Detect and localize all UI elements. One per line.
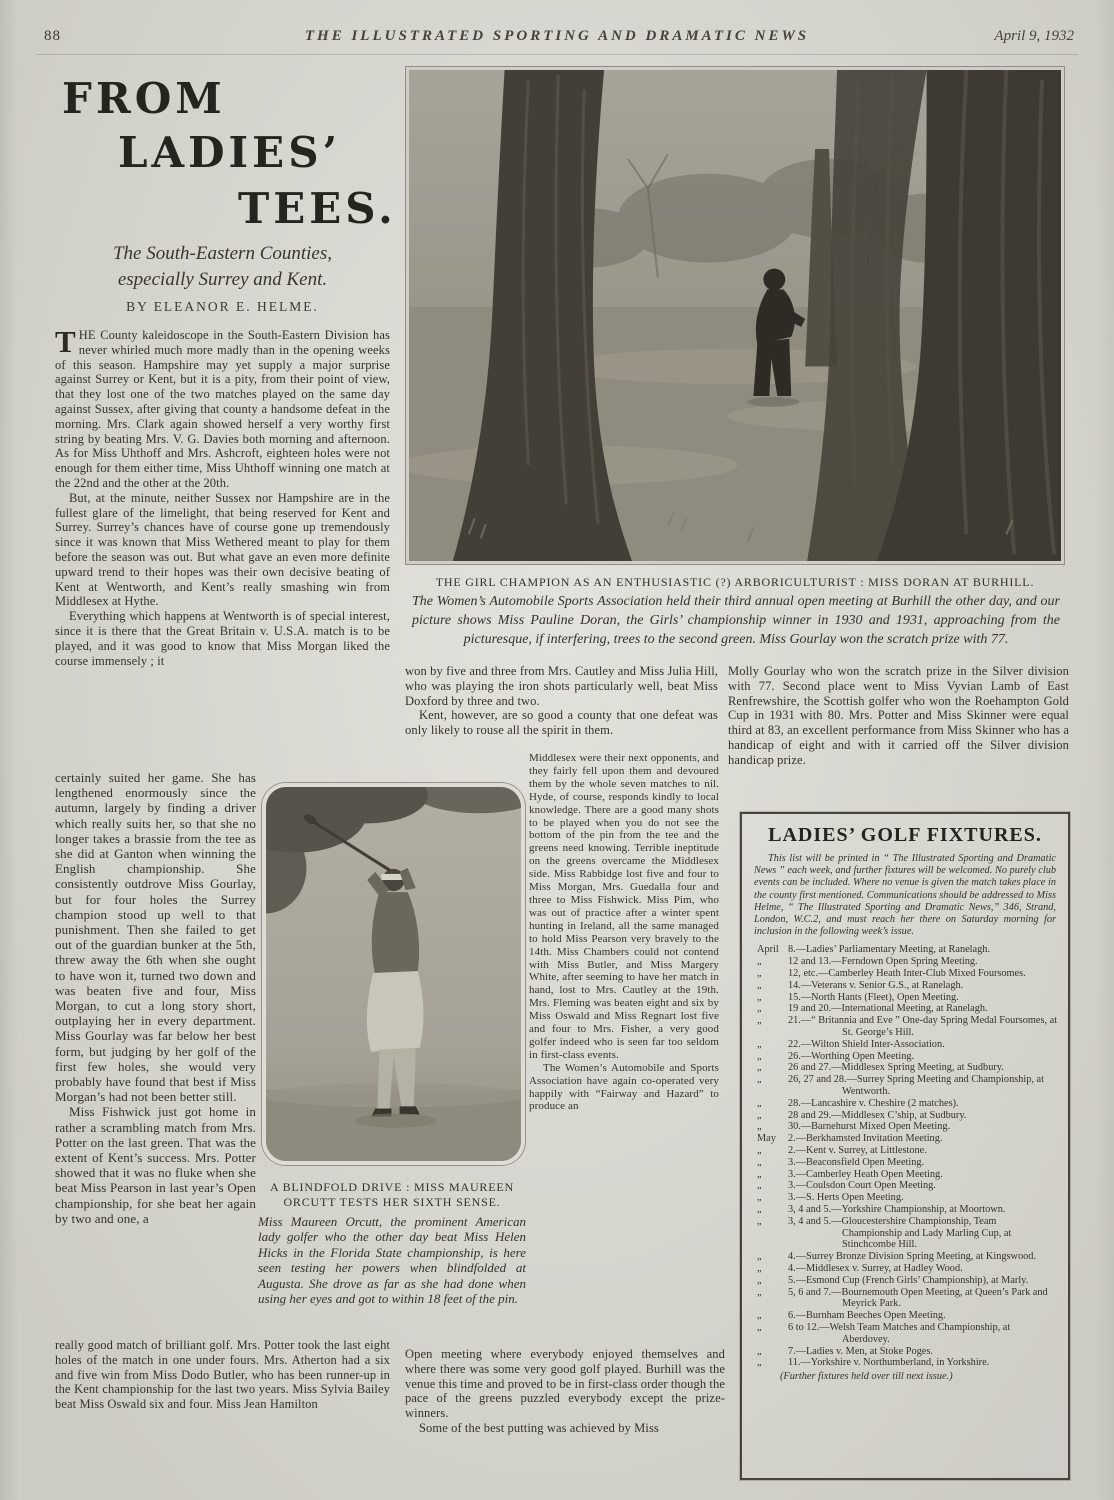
fixture-text: 5, 6 and 7.—Bournemouth Open Meeting, at Queen’s Park and Meyrick Park. — [788, 1286, 1048, 1310]
fixture-text: 12, etc.—Camberley Heath Inter-Club Mixed Foursomes. — [788, 968, 1026, 980]
fixture-month: April — [757, 944, 779, 956]
fixture-text: 6.—Burnham Beeches Open Meeting. — [788, 1310, 946, 1322]
fixture-item — [752, 980, 1058, 992]
fixture-month: „ — [757, 1156, 762, 1168]
issue-date: April 9, 1932 — [994, 28, 1074, 44]
fixture-text: 22.—Wilton Shield Inter-Association. — [788, 1038, 945, 1050]
fixture-text: 11.—Yorkshire v. Northumberland, in Yorkshire. — [788, 1357, 990, 1369]
fixture-item — [752, 1169, 1058, 1181]
fixtures-footnote: (Further fixtures held over till next issue.) — [780, 1371, 953, 1383]
top-photo-caption-body: The Women’s Automobile Sports Association held their third annual open meeting at Burhill the other day, and our picture shows Miss Pauline Doran, the Girls’ championship winner in 1930 and 1931, approaching from the picturesque, if interfering, trees to the second green. Miss Gourlay won the scratch prize with 77. — [412, 594, 1060, 647]
headline-line-2: LADIES’ — [118, 128, 342, 177]
fixture-month: „ — [757, 1144, 762, 1156]
fixture-item — [752, 1110, 1058, 1122]
blindfold-caption-title — [256, 1180, 528, 1210]
fixture-item — [752, 1015, 1058, 1039]
fixture-text: 2.—Berkhamsted Invitation Meeting. — [788, 1133, 943, 1145]
article-byline: BY ELEANOR E. HELME. — [126, 299, 319, 314]
fixture-month: „ — [757, 1274, 762, 1286]
fixture-item — [752, 956, 1058, 968]
fixture-month: „ — [757, 1015, 762, 1027]
article-paragraph: Kent, however, are so good a county that one defeat was only likely to rouse all the spirit in them. — [405, 708, 718, 738]
header-rule — [36, 54, 1078, 55]
fixture-text: 2.—Kent v. Surrey, at Littlestone. — [788, 1144, 927, 1156]
fixture-month: „ — [757, 1321, 762, 1333]
column1-bottom-text-block — [55, 1338, 390, 1488]
fixture-month: „ — [757, 1097, 762, 1109]
fixture-item — [752, 968, 1058, 980]
fixture-text: 30.—Barnehurst Mixed Open Meeting. — [788, 1121, 951, 1133]
fixture-text: 4.—Middlesex v. Surrey, at Hadley Wood. — [788, 1262, 963, 1274]
fixture-month: „ — [757, 1074, 762, 1086]
fixture-month: „ — [757, 1345, 762, 1357]
fixture-item — [752, 1322, 1058, 1346]
tree-photo-illustration — [409, 70, 1061, 561]
blindfold-caption-body: Miss Maureen Orcutt, the prominent American lady golfer who the other day beat Miss Helen Hicks in the Florida State championship, is here seen testing her powers when blindfolded at Augusta. She drove as far as she had done when using her eyes and got to within 18 feet of the pin. — [258, 1214, 526, 1307]
fixture-text: 28.—Lancashire v. Cheshire (2 matches). — [788, 1097, 959, 1109]
fixture-month: „ — [757, 1121, 762, 1133]
fixture-item — [752, 1145, 1058, 1157]
fixture-month: „ — [757, 1262, 762, 1274]
fixture-text: 26.—Worthing Open Meeting. — [788, 1050, 915, 1062]
article-paragraph: won by five and three from Mrs. Cautley and Miss Julia Hill, who was playing the iron shots particularly well, beat Miss Doxford by three and two. — [405, 664, 718, 708]
fixture-item — [752, 1051, 1058, 1063]
headline-line-3: TEES. — [238, 184, 397, 233]
article-paragraph: But, at the minute, neither Sussex nor Hampshire are in the fullest glare of the limelight, that being reserved for Kent and Surrey. Surrey’s chances have of course gone up tremendously since it was known that Miss Wethered meant to play for them before the season was out. But what gave an even more definite upward trend to their hopes was their own decisive beating of Kent at Wentworth, and Kent’s really smashing win from Middlesex at Hythe. — [55, 490, 390, 609]
fixture-item — [752, 1133, 1058, 1145]
fixture-item — [752, 1263, 1058, 1275]
fixtures-intro-text: This list will be printed in “ The Illustrated Sporting and Dramatic News ” each week, and further fixtures will be welcomed. No purely club events can be included. Where no venue is given the match takes place in the county first mentioned. Communications should be addressed to Miss Helme, “ The Illustrated Sporting and Dramatic News,” 346, Strand, London, W.C.2, and must reach her there on Saturday morning for inclusion in the following week’s issue. — [754, 853, 1056, 938]
fixture-month: „ — [757, 968, 762, 980]
fixtures-title: LADIES’ GOLF FIXTURES. — [768, 824, 1042, 846]
fixture-text: 12 and 13.—Ferndown Open Spring Meeting. — [788, 956, 978, 968]
fixture-month: „ — [757, 991, 762, 1003]
headline-line-1: FROM — [62, 74, 226, 123]
fixture-text: 4.—Surrey Bronze Division Spring Meeting, at Kingswood. — [788, 1251, 1036, 1263]
fixture-text: 21.—“ Britannia and Eve ” One-day Spring Medal Foursomes, at St. George’s Hill. — [788, 1015, 1058, 1038]
column2-narrow-text-block — [529, 752, 719, 1346]
photo-blindfold-drive — [262, 783, 525, 1165]
fixture-item — [752, 1192, 1058, 1204]
article-paragraph: Everything which happens at Wentworth is of special interest, since it is there that the Great Britain v. U.S.A. match is to be played, and it was good to know that Miss Morgan liked the course immensely ; it — [55, 609, 390, 668]
photo-miss-doran-trees — [405, 66, 1065, 565]
fixture-item — [752, 944, 1058, 956]
fixture-item — [752, 1310, 1058, 1322]
fixture-item — [752, 1251, 1058, 1263]
fixture-month: „ — [757, 956, 762, 968]
page-number: 88 — [44, 28, 61, 44]
fixture-month: „ — [757, 1286, 762, 1298]
article-paragraph: The Women’s Automobile and Sports Association have again co-operated very happily with “Fairway and Hazard” to produce an — [529, 1061, 719, 1113]
column2-bottom-text-block — [405, 1347, 725, 1489]
fixture-month: „ — [757, 1203, 762, 1215]
fixture-text: 26 and 27.—Middlesex Spring Meeting, at Sudbury. — [788, 1062, 1004, 1074]
fixture-item — [752, 1204, 1058, 1216]
fixture-text: 26, 27 and 28.—Surrey Spring Meeting and Championship, at Wentworth. — [788, 1074, 1044, 1097]
article-paragraph: certainly suited her game. She has lengthened enormously since the autumn, largely by finding a driver which really suits her, so that she no longer takes a brassie from the tee as she did at Ganton when winning the English championship. She consistently outdrove Miss Gourlay, but for four holes the Surrey champion stood up well to that punishment. Then she failed to get out of the guardian bunker at the 5th, threw away the 6th when she ought to have won it, turned two down and was beaten five and four, Miss Morgan, to cut a long story short, outplaying her in every department. Miss Gourlay was far below her best form, but judging by her golf of the first few holes, she would very probably have found that best if Miss Morgan’s had not been better still. — [55, 770, 256, 1105]
fixture-item — [752, 1003, 1058, 1015]
fixture-item — [752, 1180, 1058, 1192]
fixture-month: May — [757, 1133, 776, 1145]
fixture-text: 6 to 12.—Welsh Team Matches and Championship, at Aberdovey. — [788, 1321, 1011, 1345]
fixture-text: 19 and 20.—International Meeting, at Ranelagh. — [788, 1003, 988, 1015]
blindfold-caption-title-line2: ORCUTT TESTS HER SIXTH SENSE. — [283, 1195, 501, 1209]
fixture-item — [752, 1287, 1058, 1311]
fixtures-box — [740, 812, 1070, 1480]
fixture-text: 28 and 29.—Middlesex C’ship, at Sudbury. — [788, 1109, 967, 1121]
column3-text-block — [728, 664, 1069, 810]
fixture-month: „ — [757, 1038, 762, 1050]
fixture-text: 8.—Ladies’ Parliamentary Meeting, at Ranelagh. — [788, 944, 990, 956]
fixture-text: 14.—Veterans v. Senior G.S., at Ranelagh. — [788, 979, 964, 991]
fixture-item — [752, 1275, 1058, 1287]
article-paragraph: THE County kaleidoscope in the South-Eastern Division has never whirled much more madly than in the opening weeks of this season. Hampshire may yet supply a major surprise against Surrey or Kent, but it is a pity, from their point of view, that they lost one of the two matches played on the same day against Sussex, after giving that county a handsome defeat in the morning. Mrs. Clark again showed herself a very worthy first string by beating Mrs. V. G. Davies both morning and afternoon. As for Miss Uhthoff and Mrs. Ashcroft, eighteen holes were not enough for them either time, Miss Uhthoff winning one match at the 22nd and the other at the 20th. — [55, 328, 390, 490]
fixture-item — [752, 1062, 1058, 1074]
fixture-month: „ — [757, 1050, 762, 1062]
fixture-month: „ — [757, 1109, 762, 1121]
article-paragraph: Miss Fishwick just got home in rather a scrambling match from Mrs. Potter on the last green. That was the extent of Kent’s success. Mrs. Potter showed that it was no fluke when she beat Miss Pearson in last year’s Open championship, for she beat her again by two and one, a — [55, 1104, 256, 1226]
article-paragraph: Open meeting where everybody enjoyed themselves and where there was some very good golf played. Burhill was the venue this time and proved to be in first-class order though the pace of the greens puzzled everybody except the prize-winners. — [405, 1347, 725, 1421]
fixture-month: „ — [757, 979, 762, 991]
fixture-item — [752, 1098, 1058, 1110]
fixture-item — [752, 1157, 1058, 1169]
fixture-month: „ — [757, 1310, 762, 1322]
fixture-item — [752, 1121, 1058, 1133]
fixture-month: „ — [757, 1251, 762, 1263]
fixture-month: „ — [757, 1192, 762, 1204]
article-subtitle-line-1: The South-Eastern Counties, — [112, 243, 333, 264]
fixture-item — [752, 992, 1058, 1004]
blindfold-photo-illustration — [266, 787, 521, 1161]
fixture-text: 3, 4 and 5.—Gloucestershire Championship, Team Championship and Lady Marling Cup, at Stinchcombe Hill. — [788, 1215, 1012, 1251]
article-paragraph: Some of the best putting was achieved by Miss — [419, 1420, 659, 1435]
fixture-month: „ — [757, 1168, 762, 1180]
fixture-month: „ — [757, 1062, 762, 1074]
fixture-text: 3.—Coulsdon Court Open Meeting. — [788, 1180, 936, 1192]
blindfold-caption-title-line1: A BLINDFOLD DRIVE : MISS MAUREEN — [270, 1180, 514, 1194]
top-photo-caption-title: THE GIRL CHAMPION AS AN ENTHUSIASTIC (?) ARBORICULTURIST : MISS DORAN AT BURHILL. — [435, 575, 1035, 589]
article-paragraph: Molly Gourlay who won the scratch prize in the Silver division with 77. Second place went to Miss Vyvian Lamb of East Renfrewshire, the Scottish golfer who won the Roehampton Gold Cup in 1931 with 80. Mrs. Potter and Miss Skinner were equal third at 83, an excellent performance from Miss Skinner who has a handicap of eight and with it carried off the Silver division handicap prize. — [728, 664, 1069, 767]
fixture-month: „ — [757, 1180, 762, 1192]
fixture-month: „ — [757, 1357, 762, 1369]
fixture-text: 5.—Esmond Cup (French Girls’ Championship), at Marly. — [788, 1274, 1029, 1286]
fixture-text: 7.—Ladies v. Men, at Stoke Poges. — [788, 1345, 933, 1357]
fixture-text: 3.—Camberley Heath Open Meeting. — [788, 1168, 943, 1180]
fixture-month: „ — [757, 1215, 762, 1227]
article-subtitle-line-2: especially Surrey and Kent. — [117, 269, 328, 290]
column1-text-block — [55, 328, 390, 770]
fixture-text: 15.—North Hants (Fleet), Open Meeting. — [788, 991, 959, 1003]
fixture-item — [752, 1346, 1058, 1358]
fixture-text: 3.—S. Herts Open Meeting. — [788, 1192, 904, 1204]
fixture-text: 3.—Beaconsfield Open Meeting. — [788, 1156, 925, 1168]
fixtures-intro — [754, 853, 1056, 938]
masthead: THE ILLUSTRATED SPORTING AND DRAMATIC NEWS — [304, 28, 810, 44]
fixture-item — [752, 1216, 1058, 1251]
fixture-item — [752, 1039, 1058, 1051]
fixtures-list — [752, 944, 1058, 1369]
fixture-text: 3, 4 and 5.—Yorkshire Championship, at Moortown. — [788, 1203, 1006, 1215]
fixture-month: „ — [757, 1003, 762, 1015]
fixture-item — [752, 1074, 1058, 1098]
article-paragraph: Middlesex were their next opponents, and they fairly fell upon them and devoured them by the whole seven matches to nil. Hyde, of course, responds kindly to local knowledge. There are a good many shots to be played when you do not see the bottom of the pin from the tee and the greens need knowing. Terrible ineptitude on the greens overcame the Middlesex side. Miss Rabbidge lost five and four to Miss Morgan, Mrs. Guedalla four and three to Miss Fishwick. Miss Pim, who was out of practice after a winter spent hunting in Ireland, all the same managed to hold Miss Pearson very bravely to the 14th. Miss Chambers could not contend with Miss Butler, and Miss Margery White, after seeming to have her match in hand, lost to Mrs. Cautley at the 19th. Mrs. Fleming was beaten eight and six by Miss Oswald and Miss Regnart lost five and four to Mrs. Fisher, a very good golfer indeed who is seen far too seldom in first-class events. — [529, 752, 719, 1061]
fixture-item — [752, 1357, 1058, 1369]
column1-narrow-text-block — [55, 770, 256, 1336]
article-paragraph: really good match of brilliant golf. Mrs. Potter took the last eight holes of the match in one under fours. Mrs. Atherton had a six and five win from Miss Dodo Butler, who has been runner-up in the Kent championship for the last two years. Miss Sylvia Bailey beat Miss Oswald six and four. Miss Jean Hamilton — [55, 1338, 390, 1412]
